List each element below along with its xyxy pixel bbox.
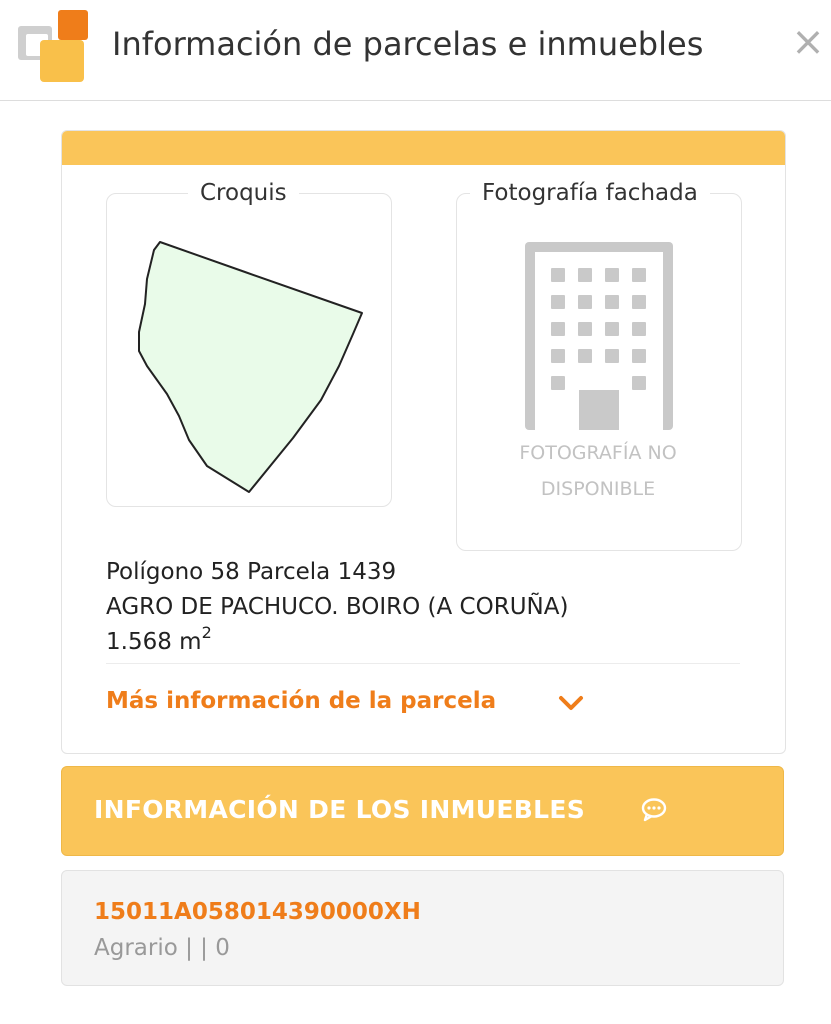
- divider: [106, 663, 740, 664]
- croquis-frame: [106, 193, 392, 507]
- catastro-logo-icon: [16, 10, 88, 82]
- app-header: [0, 0, 831, 101]
- photo-unavailable-text: [456, 435, 740, 507]
- parcel-area-value: 1.568 m: [106, 629, 202, 655]
- property-info-title: INFORMACIÓN DE LOS INMUEBLES: [94, 795, 586, 824]
- parcel-area-exponent: 2: [201, 623, 212, 643]
- parcel-address: AGRO DE PACHUCO. BOIRO (A CORUÑA): [106, 594, 569, 620]
- chat-bubble-icon[interactable]: [640, 797, 668, 823]
- property-info-header: [61, 766, 784, 856]
- chevron-down-icon[interactable]: [556, 691, 586, 715]
- parcel-card: [61, 130, 786, 754]
- close-button[interactable]: ×: [791, 19, 825, 65]
- parcel-card-header-band: [62, 131, 785, 165]
- more-parcel-info-link[interactable]: Más información de la parcela: [106, 688, 497, 714]
- page-title: Información de parcelas e inmuebles: [112, 25, 704, 63]
- facade-photo-label: Fotografía fachada: [470, 177, 710, 209]
- croquis-label: Croquis: [188, 177, 299, 209]
- parcel-sketch-shape: [107, 194, 391, 506]
- parcel-location: Polígono 58 Parcela 1439: [106, 559, 397, 585]
- cadastral-reference[interactable]: 15011A058014390000XH: [94, 899, 421, 925]
- photo-unavailable-line1: FOTOGRAFÍA NO: [519, 442, 677, 464]
- property-list-item[interactable]: [61, 870, 784, 986]
- parcel-area: [106, 625, 568, 660]
- parcel-details: [106, 555, 568, 660]
- photo-unavailable-line2: DISPONIBLE: [540, 478, 656, 500]
- property-description: Agrario | | 0: [94, 935, 230, 961]
